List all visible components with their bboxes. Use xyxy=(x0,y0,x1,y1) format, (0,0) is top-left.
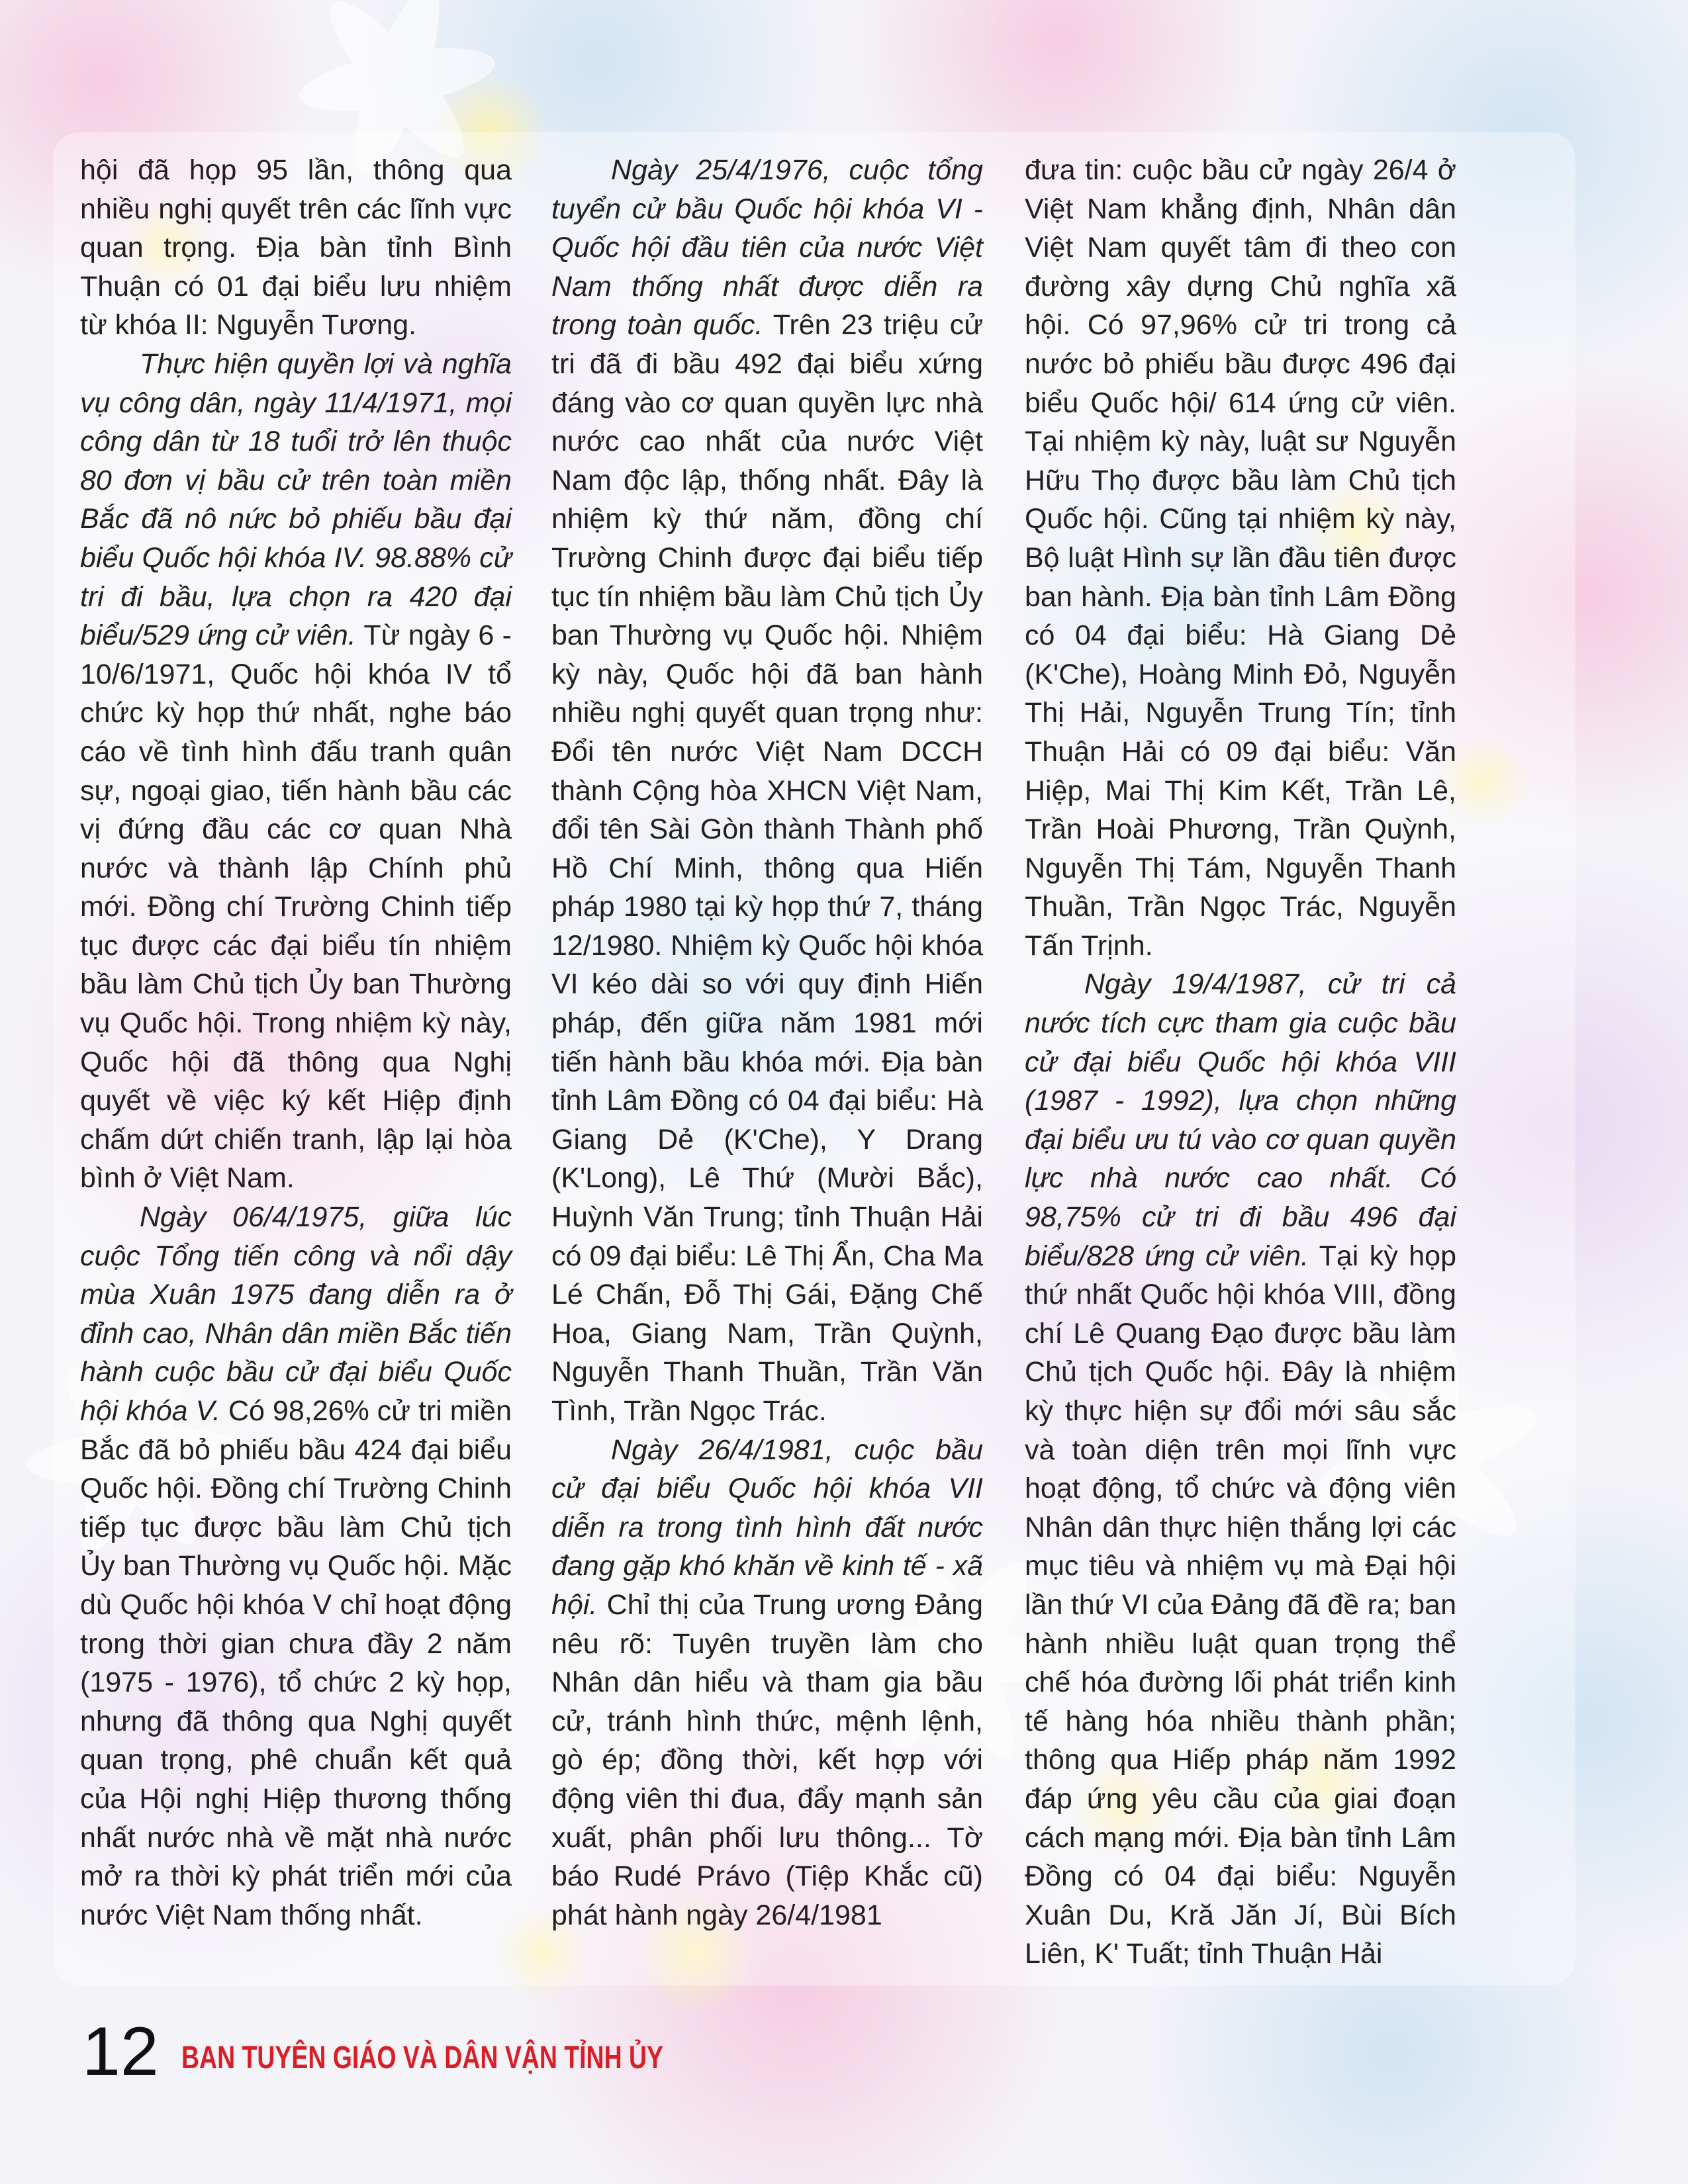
article-column-1 xyxy=(80,151,512,1934)
paragraph xyxy=(551,151,983,1431)
paragraph xyxy=(80,345,512,1198)
paragraph xyxy=(1025,965,1456,1973)
italic-lead: Thực hiện quyền lợi và nghĩa vụ công dân, ngày 11/4/1971, mọi công dân từ 18 tuổi trở lên thuộc 80 đơn vị bầu cử trên toàn miền Bắc đã nô nức bỏ phiếu bầu đại biểu Quốc hội khóa IV. 98.88% cử tri đi bầu, lựa chọn ra 420 đại biểu/529 ứng cử viên. xyxy=(80,347,512,652)
article-column-3 xyxy=(1025,151,1456,1974)
page-number: 12 xyxy=(82,2013,159,2090)
paragraph-body: Chỉ thị của Trung ương Đảng nêu rõ: Tuyên truyền làm cho Nhân dân hiểu và tham gia bầu cử, tránh hình thức, mệnh lệnh, gò ép; đồng thời, kết hợp với động viên thi đua, đẩy mạnh sản xuất, phân phối lưu thông... Tờ báo Rudé Právo (Tiệp Khắc cũ) phát hành ngày 26/4/1981 xyxy=(551,1588,983,1931)
article-column-2 xyxy=(551,151,983,1934)
paragraph-body: Có 98,26% cử tri miền Bắc đã bỏ phiếu bầu 424 đại biểu Quốc hội. Đồng chí Trường Chinh tiếp tục được bầu làm Chủ tịch Ủy ban Thường vụ Quốc hội. Mặc dù Quốc hội khóa V chỉ hoạt động trong thời gian chưa đầy 2 năm (1975 - 1976), tổ chức 2 kỳ họp, nhưng đã thông qua Nghị quyết quan trọng, phê chuẩn kết quả của Hội nghị Hiệp thương thống nhất nước nhà về mặt nhà nước mở ra thời kỳ phát triển mới của nước Việt Nam thống nhất. xyxy=(80,1395,512,1931)
italic-lead: Ngày 26/4/1981, cuộc bầu cử đại biểu Quốc hội khóa VII diễn ra trong tình hình đất nước đang gặp khó khăn về kinh tế - xã hội. xyxy=(551,1433,983,1621)
italic-lead: Ngày 19/4/1987, cử tri cả nước tích cực tham gia cuộc bầu cử đại biểu Quốc hội khóa VIII (1987 - 1992), lựa chọn những đại biểu ưu tú vào cơ quan quyền lực nhà nước cao nhất. Có 98,75% cử tri đi bầu 496 đại biểu/828 ứng cử viên. xyxy=(1025,968,1456,1272)
italic-lead: Ngày 06/4/1975, giữa lúc cuộc Tổng tiến công và nổi dậy mùa Xuân 1975 đang diễn ra ở đỉnh cao, Nhân dân miền Bắc tiến hành cuộc bầu cử đại biểu Quốc hội khóa V. xyxy=(80,1201,512,1427)
paragraph-body: Trên 23 triệu cử tri đã đi bầu 492 đại biểu xứng đáng vào cơ quan quyền lực nhà nước cao nhất của nước Việt Nam độc lập, thống nhất. Đây là nhiệm kỳ thứ năm, đồng chí Trường Chinh được đại biểu tiếp tục tín nhiệm bầu làm Chủ tịch Ủy ban Thường vụ Quốc hội. Nhiệm kỳ này, Quốc hội đã ban hành nhiều nghị quyết quan trọng như: Đổi tên nước Việt Nam DCCH thành Cộng hòa XHCN Việt Nam, đổi tên Sài Gòn thành Thành phố Hồ Chí Minh, thông qua Hiến pháp 1980 tại kỳ họp thứ 7, tháng 12/1980. Nhiệm kỳ Quốc hội khóa VI kéo dài so với quy định Hiến pháp, đến giữa năm 1981 mới tiến hành bầu khóa mới. Địa bàn tỉnh Lâm Đồng có 04 đại biểu: Hà Giang Dẻ (K'Che), Y Drang (K'Long), Lê Thứ (Mười Bắc), Huỳnh Văn Trung; tỉnh Thuận Hải có 09 đại biểu: Lê Thị Ẩn, Cha Ma Lé Chấn, Đỗ Thị Gái, Đặng Chế Hoa, Giang Nam, Trần Quỳnh, Nguyễn Thanh Thuần, Trần Văn Tình, Trần Ngọc Trác. xyxy=(551,309,983,1427)
italic-lead: Ngày 25/4/1976, cuộc tổng tuyển cử bầu Quốc hội khóa VI - Quốc hội đầu tiên của nước Việt Nam thống nhất được diễn ra trong toàn quốc. xyxy=(551,154,983,341)
paragraph-body: Tại kỳ họp thứ nhất Quốc hội khóa VIII, đồng chí Lê Quang Đạo được bầu làm Chủ tịch Quốc hội. Đây là nhiệm kỳ thực hiện sự đổi mới sâu sắc và toàn diện trên mọi lĩnh vực hoạt động, tổ chức và động viên Nhân dân thực hiện thắng lợi các mục tiêu và nhiệm vụ mà Đại hội lần thứ VI của Đảng đã đề ra; ban hành nhiều luật quan trọng thể chế hóa đường lối phát triển kinh tế hàng hóa nhiều thành phần; thông qua Hiếp pháp năm 1992 đáp ứng yêu cầu của giai đoạn cách mạng mới. Địa bàn tỉnh Lâm Đồng có 04 đại biểu: Nguyễn Xuân Du, Kră Jăn Jí, Bùi Bích Liên, K' Tuất; tỉnh Thuận Hải xyxy=(1025,1240,1456,1970)
publication-name: BAN TUYÊN GIÁO VÀ DÂN VẬN TỈNH ỦY xyxy=(181,2040,664,2075)
paragraph xyxy=(551,1431,983,1935)
paragraph: đưa tin: cuộc bầu cử ngày 26/4 ở Việt Nam khẳng định, Nhân dân Việt Nam quyết tâm đi theo con đường xây dựng Chủ nghĩa xã hội. Có 97,96% cử tri trong cả nước bỏ phiếu bầu được 496 đại biểu Quốc hội/ 614 ứng cử viên. Tại nhiệm kỳ này, luật sư Nguyễn Hữu Thọ được bầu làm Chủ tịch Quốc hội. Cũng tại nhiệm kỳ này, Bộ luật Hình sự lần đầu tiên được ban hành. Địa bàn tỉnh Lâm Đồng có 04 đại biểu: Hà Giang Dẻ (K'Che), Hoàng Minh Đỏ, Nguyễn Thị Hải, Nguyễn Trung Tín; tỉnh Thuận Hải có 09 đại biểu: Văn Hiệp, Mai Thị Kim Kết, Trần Lê, Trần Hoài Phương, Trần Quỳnh, Nguyễn Thị Tám, Nguyễn Thanh Thuần, Trần Ngọc Trác, Nguyễn Tấn Trịnh. xyxy=(1025,154,1456,962)
paragraph-body: Từ ngày 6 - 10/6/1971, Quốc hội khóa IV tổ chức kỳ họp thứ nhất, nghe báo cáo về tình hình đấu tranh quân sự, ngoại giao, tiến hành bầu các vị đứng đầu các cơ quan Nhà nước và thành lập Chính phủ mới. Đồng chí Trường Chinh tiếp tục được các đại biểu tín nhiệm bầu làm Chủ tịch Ủy ban Thường vụ Quốc hội. Trong nhiệm kỳ này, Quốc hội đã thông qua Nghị quyết về việc ký kết Hiệp định chấm dứt chiến tranh, lập lại hòa bình ở Việt Nam. xyxy=(80,619,512,1195)
paragraph xyxy=(80,1198,512,1934)
paragraph: hội đã họp 95 lần, thông qua nhiều nghị quyết trên các lĩnh vực quan trọng. Địa bàn tỉnh Bình Thuận có 01 đại biểu lưu nhiệm từ khóa II: Nguyễn Tương. xyxy=(80,154,512,341)
